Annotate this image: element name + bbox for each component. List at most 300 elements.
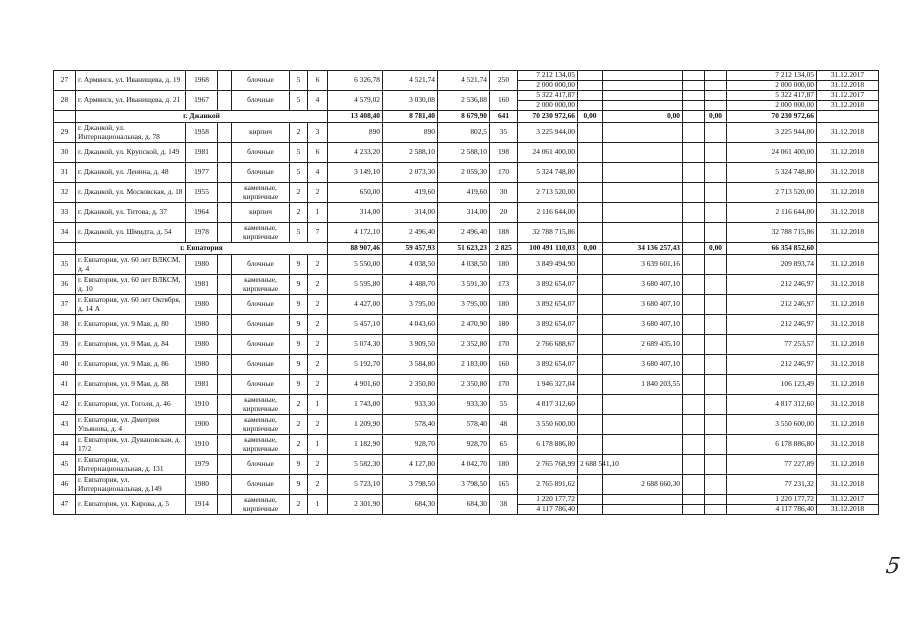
cell-fund-2 (603, 81, 683, 91)
cell-blank (218, 415, 232, 435)
cell-fund-1: 0,00 (578, 243, 603, 255)
cell-area-total: 1 182,90 (328, 435, 383, 455)
cell-entrances: 1 (308, 395, 328, 415)
cell-entrances: 3 (308, 123, 328, 143)
cell-fund-3 (683, 143, 705, 163)
cell-area-total: 4 579,02 (328, 91, 383, 111)
cell-fund-1: 0,00 (578, 111, 603, 123)
cell-date: 31.12.2018 (817, 163, 879, 183)
table-row (54, 395, 879, 415)
cell-blank (218, 91, 232, 111)
cell-cost: 2 766 688,67 (518, 335, 578, 355)
cell-fund-5: 5 322 417,87 (727, 91, 817, 101)
cell-area-total: 5 550,00 (328, 255, 383, 275)
cell-address: г. Джанкой, ул. Московская, д. 18 (76, 183, 186, 203)
cell-fund-3 (683, 335, 705, 355)
cell-fund-2 (603, 415, 683, 435)
cell-material: блочные (232, 455, 290, 475)
cell-fund-1 (578, 183, 603, 203)
cell-fund-4 (705, 275, 727, 295)
cell-fund-1 (578, 375, 603, 395)
table-row (54, 163, 879, 183)
cell-cost: 2 000 000,00 (518, 101, 578, 111)
cell-material: блочные (232, 375, 290, 395)
cell-area-total: 1 743,00 (328, 395, 383, 415)
cell-area-total: 650,00 (328, 183, 383, 203)
cell-fund-4 (705, 455, 727, 475)
cell-address: г. Джанкой, ул. Интернациональная, д. 78 (76, 123, 186, 143)
cell-fund-5: 2 713 520,00 (727, 183, 817, 203)
cell-entrances: 6 (308, 71, 328, 91)
cell-blank (218, 315, 232, 335)
cell-fund-1 (578, 101, 603, 111)
cell-fund-4 (705, 255, 727, 275)
cell-number: 44 (54, 435, 76, 455)
cell-floors: 2 (290, 203, 308, 223)
cell-floors: 2 (290, 123, 308, 143)
cell-date: 31.12.2018 (817, 315, 879, 335)
cell-fund-2: 34 136 257,43 (603, 243, 683, 255)
cell-blank (218, 435, 232, 455)
cell-fund-1 (578, 143, 603, 163)
cell-fund-3 (683, 275, 705, 295)
cell-floors: 9 (290, 475, 308, 495)
cell-material: блочные (232, 315, 290, 335)
cell-area-a: 2 073,30 (383, 163, 438, 183)
cell-entrances: 1 (308, 495, 328, 515)
cell-address: г. Евпатория, ул. Кирова, д. 5 (76, 495, 186, 515)
cell-cost: 3 849 494,90 (518, 255, 578, 275)
cell-date (817, 111, 879, 123)
cell-material: блочные (232, 475, 290, 495)
cell-fund-3 (683, 455, 705, 475)
cell-area-a: 890 (383, 123, 438, 143)
cell-area-total: 4 427,00 (328, 295, 383, 315)
cell-blank (218, 143, 232, 163)
cell-fund-4 (705, 143, 727, 163)
cell-fund-3 (683, 183, 705, 203)
cell-empty (54, 111, 76, 123)
cell-area-a: 3 030,08 (383, 91, 438, 111)
cell-date: 31.12.2018 (817, 123, 879, 143)
register-table-sheet (53, 70, 878, 515)
cell-fund-2: 3 639 601,16 (603, 255, 683, 275)
cell-area-b: 2 059,30 (438, 163, 490, 183)
cell-date: 31.12.2017 (817, 495, 879, 505)
cell-cost: 3 892 654,07 (518, 295, 578, 315)
cell-address: г. Евпатория, ул. 9 Мая, д. 84 (76, 335, 186, 355)
cell-blank (218, 71, 232, 91)
cell-blank (218, 295, 232, 315)
table-row (54, 315, 879, 335)
cell-fund-4: 0,00 (705, 111, 727, 123)
cell-residents: 173 (490, 275, 518, 295)
cell-area-b: 3 591,30 (438, 275, 490, 295)
cell-blank (218, 335, 232, 355)
cell-fund-4 (705, 375, 727, 395)
cell-year: 1979 (186, 455, 218, 475)
cell-fund-5: 212 246,97 (727, 315, 817, 335)
cell-floors: 2 (290, 435, 308, 455)
cell-area-a: 3 584,80 (383, 355, 438, 375)
cell-floors: 5 (290, 91, 308, 111)
cell-fund-5: 3 225 944,00 (727, 123, 817, 143)
cell-fund-1 (578, 415, 603, 435)
cell-fund-2 (603, 123, 683, 143)
cell-fund-5: 4 817 312,60 (727, 395, 817, 415)
cell-floors: 2 (290, 395, 308, 415)
cell-blank (218, 163, 232, 183)
cell-material: каменные, кирпичные (232, 415, 290, 435)
cell-material: каменные, кирпичные (232, 275, 290, 295)
cell-area-a: 419,60 (383, 183, 438, 203)
cell-address: г. Евпатория, ул. 60 лет Октября, д. 14 А (76, 295, 186, 315)
cell-date: 31.12.2018 (817, 395, 879, 415)
cell-blank (218, 495, 232, 515)
table-row (54, 455, 879, 475)
cell-fund-3 (683, 295, 705, 315)
cell-fund-2: 2 689 435,10 (603, 335, 683, 355)
cell-fund-2 (603, 91, 683, 101)
cell-date: 31.12.2018 (817, 355, 879, 375)
cell-floors: 9 (290, 335, 308, 355)
cell-area-a: 4 038,50 (383, 255, 438, 275)
city-heading: г. Джанкой (76, 111, 328, 123)
cell-area-b: 684,30 (438, 495, 490, 515)
cell-residents: 180 (490, 295, 518, 315)
cell-blank (218, 375, 232, 395)
cell-fund-4 (705, 395, 727, 415)
cell-entrances: 2 (308, 415, 328, 435)
cell-fund-1 (578, 123, 603, 143)
cell-fund-4 (705, 335, 727, 355)
cell-fund-1 (578, 91, 603, 101)
cell-residents: 2 825 (490, 243, 518, 255)
cell-fund-5: 1 220 177,72 (727, 495, 817, 505)
cell-fund-5: 66 354 852,60 (727, 243, 817, 255)
cell-floors: 5 (290, 71, 308, 91)
cell-fund-2 (603, 435, 683, 455)
cell-cost: 1 220 177,72 (518, 495, 578, 505)
table-row (54, 91, 879, 101)
cell-area-b: 51 623,23 (438, 243, 490, 255)
cell-cost: 5 324 748,80 (518, 163, 578, 183)
cell-year: 1958 (186, 123, 218, 143)
cell-residents: 160 (490, 91, 518, 111)
cell-year: 1980 (186, 255, 218, 275)
cell-number: 43 (54, 415, 76, 435)
cell-cost: 6 178 886,80 (518, 435, 578, 455)
cell-area-total: 5 457,10 (328, 315, 383, 335)
cell-fund-4 (705, 505, 727, 515)
table-row (54, 71, 879, 81)
table-row (54, 183, 879, 203)
cell-material: каменные, кирпичные (232, 395, 290, 415)
cell-entrances: 2 (308, 375, 328, 395)
cell-fund-4 (705, 71, 727, 81)
cell-address: г. Евпатория, ул. 9 Мая, д. 86 (76, 355, 186, 375)
cell-fund-4 (705, 91, 727, 101)
cell-date: 31.12.2018 (817, 203, 879, 223)
cell-fund-1 (578, 71, 603, 81)
cell-area-a: 928,70 (383, 435, 438, 455)
cell-fund-5: 24 061 400,00 (727, 143, 817, 163)
cell-area-total: 5 723,10 (328, 475, 383, 495)
table-row (54, 335, 879, 355)
cell-area-a: 4 521,74 (383, 71, 438, 91)
cell-area-a: 3 798,50 (383, 475, 438, 495)
cell-area-b: 4 521,74 (438, 71, 490, 91)
cell-fund-1 (578, 335, 603, 355)
cell-entrances: 2 (308, 455, 328, 475)
cell-number: 38 (54, 315, 76, 335)
cell-fund-4 (705, 123, 727, 143)
cell-material: блочные (232, 355, 290, 375)
cell-fund-4 (705, 355, 727, 375)
cell-fund-3 (683, 415, 705, 435)
cell-number: 28 (54, 91, 76, 111)
cell-floors: 2 (290, 183, 308, 203)
cell-area-total: 5 582,30 (328, 455, 383, 475)
cell-fund-2 (603, 495, 683, 505)
cell-cost: 1 946 327,04 (518, 375, 578, 395)
cell-floors: 9 (290, 375, 308, 395)
cell-entrances: 7 (308, 223, 328, 243)
cell-residents: 641 (490, 111, 518, 123)
cell-residents: 180 (490, 315, 518, 335)
cell-fund-1 (578, 395, 603, 415)
cell-fund-2: 2 688 660,30 (603, 475, 683, 495)
cell-area-total: 4 172,10 (328, 223, 383, 243)
cell-address: г. Джанкой, ул. Крупской, д. 149 (76, 143, 186, 163)
cell-fund-5: 70 230 972,66 (727, 111, 817, 123)
cell-fund-3 (683, 123, 705, 143)
cell-address: г. Армянск, ул. Иванищева, д. 19 (76, 71, 186, 91)
cell-area-a: 8 781,40 (383, 111, 438, 123)
cell-area-a: 4 488,70 (383, 275, 438, 295)
cell-fund-3 (683, 315, 705, 335)
cell-blank (218, 275, 232, 295)
cell-year: 1968 (186, 71, 218, 91)
cell-area-b: 4 038,50 (438, 255, 490, 275)
subtotal-row (54, 243, 879, 255)
cell-date: 31.12.2018 (817, 335, 879, 355)
cell-entrances: 2 (308, 183, 328, 203)
cell-area-b: 2 352,80 (438, 335, 490, 355)
cell-residents: 180 (490, 255, 518, 275)
table-row (54, 355, 879, 375)
cell-entrances: 2 (308, 335, 328, 355)
cell-area-b: 3 795,00 (438, 295, 490, 315)
cell-cost: 32 788 715,86 (518, 223, 578, 243)
cell-cost: 3 892 654,07 (518, 315, 578, 335)
cell-blank (218, 123, 232, 143)
cell-number: 31 (54, 163, 76, 183)
cell-fund-4 (705, 163, 727, 183)
cell-date: 31.12.2018 (817, 81, 879, 91)
cell-area-b: 4 042,70 (438, 455, 490, 475)
cell-fund-3 (683, 71, 705, 81)
cell-cost: 2 713 520,00 (518, 183, 578, 203)
cell-fund-1 (578, 435, 603, 455)
cell-area-b: 2 350,80 (438, 375, 490, 395)
cell-fund-3 (683, 81, 705, 91)
cell-fund-1 (578, 255, 603, 275)
cell-floors: 9 (290, 355, 308, 375)
cell-fund-1 (578, 295, 603, 315)
cell-blank (218, 255, 232, 275)
cell-fund-1 (578, 223, 603, 243)
cell-residents: 55 (490, 395, 518, 415)
cell-area-a: 2 496,40 (383, 223, 438, 243)
cell-date: 31.12.2018 (817, 375, 879, 395)
table-row (54, 495, 879, 505)
cell-fund-4 (705, 315, 727, 335)
cell-fund-1 (578, 163, 603, 183)
cell-date: 31.12.2018 (817, 435, 879, 455)
cell-address: г. Евпатория, ул. Интернациональная, д. 131 (76, 455, 186, 475)
cell-year: 1980 (186, 355, 218, 375)
cell-cost: 3 892 654,07 (518, 275, 578, 295)
cell-number: 27 (54, 71, 76, 91)
cell-address: г. Евпатория, ул. 9 Мая, д. 80 (76, 315, 186, 335)
cell-fund-3 (683, 255, 705, 275)
cell-year: 1914 (186, 495, 218, 515)
cell-address: г. Джанкой, ул. Титова, д. 37 (76, 203, 186, 223)
cell-address: г. Евпатория, ул. 60 лет ВЛКСМ, д. 4 (76, 255, 186, 275)
cell-fund-3 (683, 101, 705, 111)
cell-entrances: 1 (308, 203, 328, 223)
cell-material: блочные (232, 143, 290, 163)
table-row (54, 123, 879, 143)
cell-area-total: 5 595,80 (328, 275, 383, 295)
cell-area-a: 3 795,00 (383, 295, 438, 315)
cell-entrances: 2 (308, 295, 328, 315)
city-heading: г. Евпатория (76, 243, 328, 255)
cell-residents: 65 (490, 435, 518, 455)
cell-fund-5: 77 253,57 (727, 335, 817, 355)
cell-number: 40 (54, 355, 76, 375)
cell-area-b: 802,5 (438, 123, 490, 143)
cell-fund-2 (603, 223, 683, 243)
cell-fund-3 (683, 505, 705, 515)
cell-area-b: 2 183,00 (438, 355, 490, 375)
cell-entrances: 2 (308, 475, 328, 495)
cell-date: 31.12.2018 (817, 143, 879, 163)
cell-cost: 2 765 768,99 (518, 455, 578, 475)
cell-year: 1955 (186, 183, 218, 203)
cell-fund-3 (683, 355, 705, 375)
cell-material: блочные (232, 295, 290, 315)
cell-fund-3 (683, 91, 705, 101)
cell-fund-1 (578, 355, 603, 375)
cell-area-total: 3 149,10 (328, 163, 383, 183)
cell-fund-5: 209 893,74 (727, 255, 817, 275)
cell-residents: 165 (490, 475, 518, 495)
cell-fund-3 (683, 495, 705, 505)
cell-cost: 4 117 786,40 (518, 505, 578, 515)
cell-fund-1 (578, 315, 603, 335)
cell-fund-5: 106 123,49 (727, 375, 817, 395)
cell-fund-2 (603, 183, 683, 203)
cell-address: г. Евпатория, ул. Дмитрия Ульянова, д. 4 (76, 415, 186, 435)
cell-area-total: 6 326,78 (328, 71, 383, 91)
table-row (54, 435, 879, 455)
cell-date: 31.12.2018 (817, 275, 879, 295)
table-row (54, 415, 879, 435)
cell-area-a: 578,40 (383, 415, 438, 435)
cell-fund-4 (705, 295, 727, 315)
cell-blank (218, 183, 232, 203)
cell-year: 1980 (186, 335, 218, 355)
cell-material: блочные (232, 71, 290, 91)
cell-area-total: 5 192,70 (328, 355, 383, 375)
cell-fund-4 (705, 81, 727, 91)
cell-cost: 2 116 644,00 (518, 203, 578, 223)
cell-blank (218, 355, 232, 375)
cell-fund-4: 0,00 (705, 243, 727, 255)
cell-cost: 2 000 000,00 (518, 81, 578, 91)
cell-fund-4 (705, 415, 727, 435)
cell-area-b: 578,40 (438, 415, 490, 435)
cell-area-b: 314,00 (438, 203, 490, 223)
cell-residents: 170 (490, 163, 518, 183)
cell-number: 47 (54, 495, 76, 515)
cell-cost: 3 892 654,07 (518, 355, 578, 375)
cell-year: 1981 (186, 375, 218, 395)
cell-fund-4 (705, 475, 727, 495)
cell-fund-2: 3 680 407,10 (603, 355, 683, 375)
cell-number: 33 (54, 203, 76, 223)
cell-year: 1977 (186, 163, 218, 183)
cell-year: 1978 (186, 223, 218, 243)
cell-area-b: 419,60 (438, 183, 490, 203)
cell-area-total: 88 907,46 (328, 243, 383, 255)
cell-fund-5: 32 788 715,86 (727, 223, 817, 243)
cell-material: каменные, кирпичные (232, 495, 290, 515)
cell-fund-5: 6 178 886,80 (727, 435, 817, 455)
cell-number: 34 (54, 223, 76, 243)
cell-area-a: 2 350,80 (383, 375, 438, 395)
cell-date: 31.12.2017 (817, 91, 879, 101)
cell-date: 31.12.2018 (817, 455, 879, 475)
cell-blank (218, 455, 232, 475)
cell-area-b: 2 470,90 (438, 315, 490, 335)
cell-residents: 170 (490, 335, 518, 355)
cell-year: 1964 (186, 203, 218, 223)
cell-fund-3 (683, 203, 705, 223)
cell-residents: 160 (490, 355, 518, 375)
cell-area-b: 8 679,90 (438, 111, 490, 123)
cell-fund-2: 3 680 407,10 (603, 275, 683, 295)
cell-residents: 250 (490, 71, 518, 91)
cell-area-a: 59 457,93 (383, 243, 438, 255)
cell-year: 1900 (186, 415, 218, 435)
cell-material: каменные, кирпичные (232, 223, 290, 243)
cell-fund-2 (603, 143, 683, 163)
register-table (53, 70, 879, 515)
cell-fund-2 (603, 505, 683, 515)
cell-entrances: 2 (308, 275, 328, 295)
cell-fund-5: 212 246,97 (727, 275, 817, 295)
cell-fund-1 (578, 203, 603, 223)
cell-fund-4 (705, 101, 727, 111)
cell-fund-4 (705, 435, 727, 455)
cell-entrances: 2 (308, 315, 328, 335)
cell-number: 42 (54, 395, 76, 415)
cell-number: 45 (54, 455, 76, 475)
cell-fund-3 (683, 435, 705, 455)
